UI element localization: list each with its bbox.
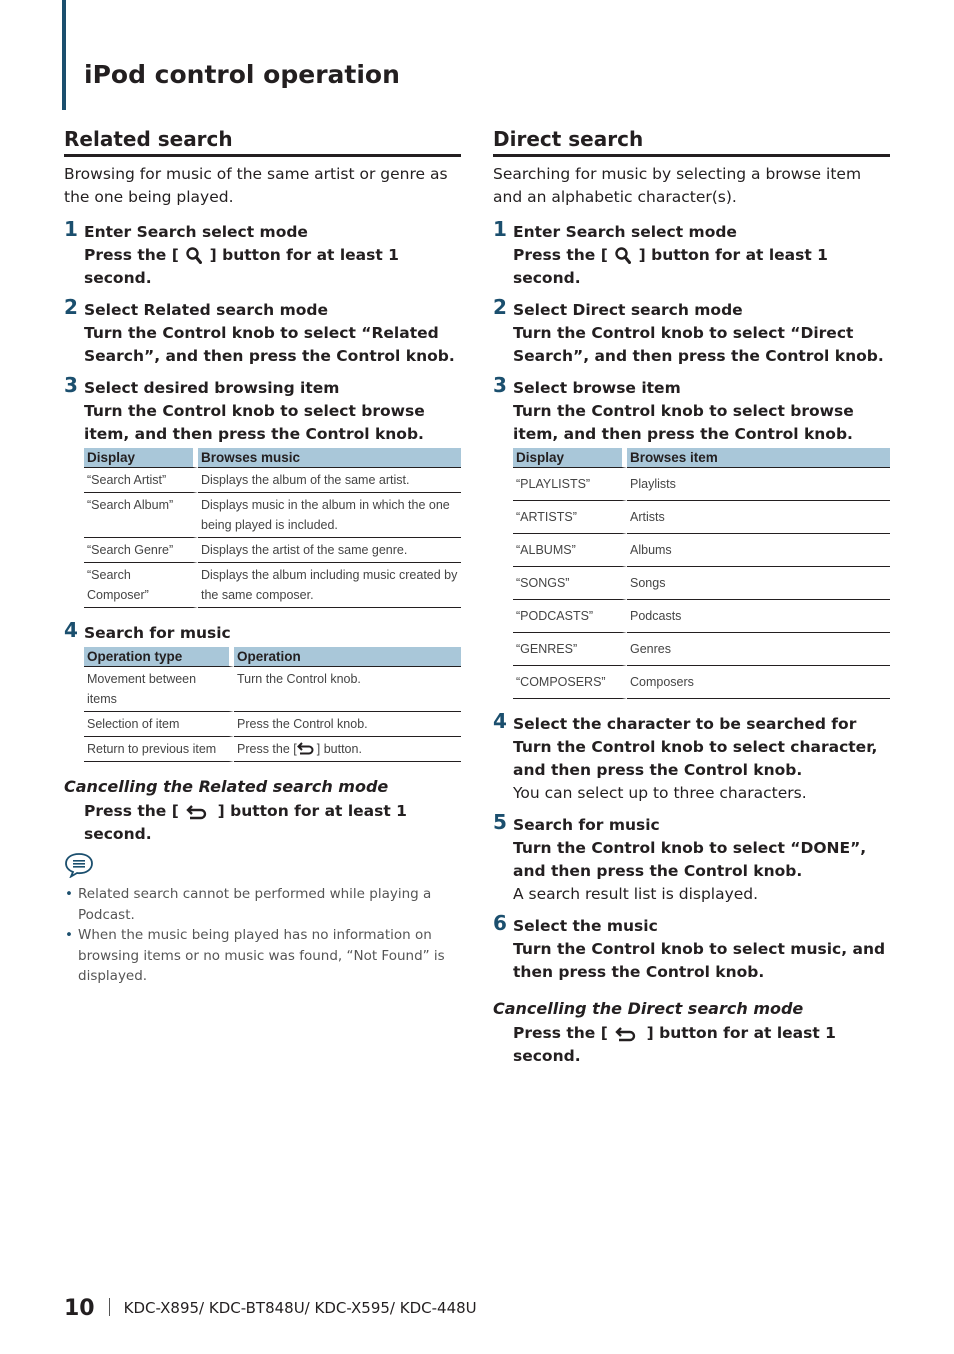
table-cell: Selection of item — [84, 712, 234, 737]
step-2 — [493, 295, 890, 368]
section-intro: Browsing for music of the same artist or genre as the one being played. — [64, 165, 448, 206]
step-4 — [493, 709, 890, 805]
step-number: 5 — [493, 810, 507, 834]
notes-list — [64, 884, 461, 987]
step-body-post: ] button for at least 1 second. — [513, 246, 828, 287]
cancel-related-title: Cancelling the Related search mode — [64, 777, 389, 796]
step-2 — [64, 295, 461, 368]
table-header: Display — [84, 448, 198, 468]
step-body: Turn the Control knob to select “DONE”, and then press the Control knob. — [513, 839, 867, 880]
table-row — [84, 712, 461, 737]
step-title: Select the character to be searched for — [513, 715, 857, 733]
step-body-pre: Press the [ — [84, 246, 179, 264]
browse-item-table — [513, 448, 890, 699]
back-arrow-icon — [615, 1026, 639, 1042]
cancel-direct-body — [493, 1022, 890, 1068]
model-list: KDC-X895/ KDC-BT848U/ KDC-X595/ KDC-448U — [123, 1299, 477, 1317]
table-row — [84, 737, 461, 762]
table-row — [84, 563, 461, 608]
footer-divider — [109, 1298, 110, 1316]
section-title-related-search: Related search — [64, 126, 461, 157]
table-cell: Podcasts — [627, 600, 890, 633]
cell-post: ] button. — [316, 742, 362, 756]
table-row — [84, 667, 461, 712]
cell-pre: Press the [ — [237, 742, 297, 756]
page-footer — [64, 1296, 477, 1321]
table-cell: Displays music in the album in which the one being played is included. — [198, 493, 461, 538]
table-row — [84, 493, 461, 538]
step-title: Select the music — [513, 917, 658, 935]
table-row — [513, 534, 890, 567]
table-cell: Songs — [627, 567, 890, 600]
step-number: 1 — [493, 217, 507, 241]
table-header: Display — [513, 448, 627, 468]
step-title: Select desired browsing item — [84, 379, 340, 397]
step-body — [84, 244, 461, 290]
table-header-row — [513, 448, 890, 468]
table-cell: “Search Genre” — [84, 538, 198, 563]
related-search-section — [64, 126, 461, 987]
page-title: iPod control operation — [84, 60, 400, 89]
section-title-direct-search: Direct search — [493, 126, 890, 157]
step-body: Turn the Control knob to select browse item, and then press the Control knob. — [84, 402, 425, 443]
step-title: Search for music — [513, 816, 660, 834]
table-header: Operation type — [84, 647, 234, 667]
table-cell: Press the Control knob. — [234, 712, 461, 737]
back-arrow-icon — [186, 804, 210, 820]
table-cell: Turn the Control knob. — [234, 667, 461, 712]
step-note: A search result list is displayed. — [513, 885, 759, 903]
step-body: Turn the Control knob to select character, and then press the Control knob. — [513, 738, 878, 779]
step-body-post: ] button for at least 1 second. — [84, 246, 399, 287]
table-cell: Movement between items — [84, 667, 234, 712]
step-title: Enter Search select mode — [84, 223, 308, 241]
step-6 — [493, 911, 890, 984]
table-cell: “ALBUMS” — [513, 534, 627, 567]
list-item: • Related search cannot be performed while playing a Podcast. — [78, 884, 461, 925]
table-header: Browses music — [198, 448, 461, 468]
related-browse-table — [84, 448, 461, 608]
step-title: Search for music — [84, 624, 231, 642]
cancel-related-body — [64, 800, 461, 846]
step-title: Select Direct search mode — [513, 301, 743, 319]
step-number: 6 — [493, 911, 507, 935]
table-cell: Return to previous item — [84, 737, 234, 762]
step-1 — [493, 217, 890, 290]
table-header: Operation — [234, 647, 461, 667]
back-arrow-icon — [297, 741, 317, 755]
direct-search-section — [493, 126, 890, 1068]
cancel-pre: Press the [ — [84, 802, 179, 820]
step-title: Select Related search mode — [84, 301, 328, 319]
step-number: 1 — [64, 217, 78, 241]
cancel-direct-title: Cancelling the Direct search mode — [493, 999, 804, 1018]
cancel-pre: Press the [ — [513, 1024, 608, 1042]
table-cell: “COMPOSERS” — [513, 666, 627, 699]
step-number: 2 — [64, 295, 78, 319]
note-speech-icon — [64, 852, 461, 882]
step-1 — [64, 217, 461, 290]
table-row — [513, 666, 890, 699]
table-cell: “PLAYLISTS” — [513, 468, 627, 501]
table-cell: Playlists — [627, 468, 890, 501]
step-4 — [64, 618, 461, 645]
operation-table — [84, 647, 461, 762]
step-body: Turn the Control knob to select music, and then press the Control knob. — [513, 940, 886, 981]
table-row — [513, 567, 890, 600]
table-cell: “Search Album” — [84, 493, 198, 538]
table-row — [513, 600, 890, 633]
step-body: Turn the Control knob to select browse item, and then press the Control knob. — [513, 402, 854, 443]
table-row — [84, 538, 461, 563]
table-cell — [234, 737, 461, 762]
table-row — [513, 468, 890, 501]
table-cell: “Search Artist” — [84, 468, 198, 493]
step-title: Select browse item — [513, 379, 681, 397]
section-intro: Searching for music by selecting a browse item and an alphabetic character(s). — [493, 165, 862, 206]
step-3 — [64, 373, 461, 446]
table-header-row — [84, 448, 461, 468]
table-cell: Genres — [627, 633, 890, 666]
table-cell: Albums — [627, 534, 890, 567]
step-title: Enter Search select mode — [513, 223, 737, 241]
step-note: You can select up to three characters. — [513, 784, 807, 802]
table-header: Browses item — [627, 448, 890, 468]
step-number: 3 — [493, 373, 507, 397]
page-accent-bar — [62, 0, 66, 110]
step-5 — [493, 810, 890, 906]
step-body: Turn the Control knob to select “Related Search”, and then press the Control knob. — [84, 324, 455, 365]
table-cell: Composers — [627, 666, 890, 699]
table-cell: “PODCASTS” — [513, 600, 627, 633]
list-item: • When the music being played has no information on browsing items or no music was found, “Not Found” is displayed. — [78, 925, 461, 987]
table-cell: “GENRES” — [513, 633, 627, 666]
table-cell: “SONGS” — [513, 567, 627, 600]
table-cell: “Search Composer” — [84, 563, 198, 608]
step-body-pre: Press the [ — [513, 246, 608, 264]
table-header-row — [84, 647, 461, 667]
step-body — [513, 244, 890, 290]
search-icon — [186, 247, 202, 264]
search-icon — [615, 247, 631, 264]
table-row — [84, 468, 461, 493]
page-number: 10 — [64, 1296, 95, 1321]
table-cell: Artists — [627, 501, 890, 534]
step-number: 4 — [493, 709, 507, 733]
table-row — [513, 501, 890, 534]
table-cell: Displays the album of the same artist. — [198, 468, 461, 493]
step-number: 4 — [64, 618, 78, 642]
step-number: 2 — [493, 295, 507, 319]
table-cell: Displays the artist of the same genre. — [198, 538, 461, 563]
step-body: Turn the Control knob to select “Direct Search”, and then press the Control knob. — [513, 324, 884, 365]
table-cell: “ARTISTS” — [513, 501, 627, 534]
cancel-post: ] button for at least 1 second. — [513, 1024, 836, 1065]
step-3 — [493, 373, 890, 446]
table-cell: Displays the album including music created by the same composer. — [198, 563, 461, 608]
cancel-post: ] button for at least 1 second. — [84, 802, 407, 843]
table-row — [513, 633, 890, 666]
step-number: 3 — [64, 373, 78, 397]
